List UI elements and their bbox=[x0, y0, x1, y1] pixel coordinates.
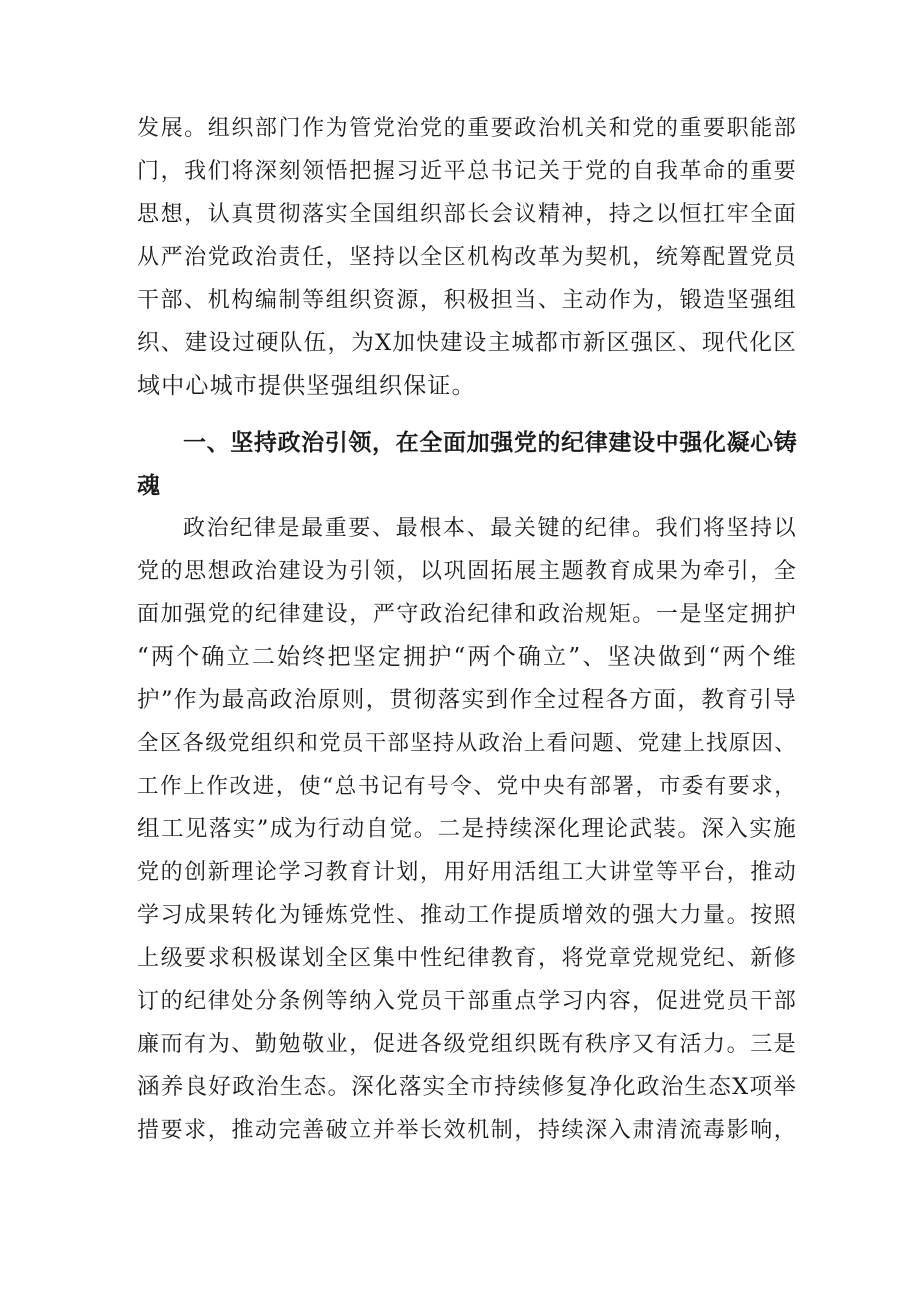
text-line: 护”作为最高政治原则，贯彻落实到作全过程各方面，教育引导 bbox=[137, 687, 797, 713]
text-line: 廉而有为、勤勉敬业，促进各级党组织既有秩序又有活力。三是 bbox=[137, 1032, 797, 1057]
text-line: 干部、机构编制等组织资源，积极担当、主动作为，锻造坚强组 bbox=[137, 288, 797, 313]
text-line: 涵养良好政治生态。深化落实全市持续修复净化政治生态X项举 bbox=[137, 1074, 797, 1100]
text-line: 面加强党的纪律建设，严守政治纪律和政治规矩。一是坚定拥护 bbox=[137, 602, 797, 627]
text-line: 思想，认真贯彻落实全国组织部长会议精神，持之以恒扛牢全面 bbox=[137, 202, 797, 227]
text-line: 党的思想政治建设为引领，以巩固拓展主题教育成果为牵引，全 bbox=[137, 559, 797, 584]
text-line: 全区各级党组织和党员干部坚持从政治上看问题、党建上找原因、 bbox=[137, 731, 797, 756]
text-line: 学习成果转化为锤炼党性、推动工作提质增效的强大力量。按照 bbox=[137, 903, 797, 928]
text-line: 域中心城市提供坚强组织保证。 bbox=[137, 373, 476, 399]
text-line: “两个确立二始终把坚定拥护“两个确立”、坚决做到“两个维 bbox=[137, 644, 797, 670]
text-line: 政治纪律是最重要、最根本、最关键的纪律。我们将坚持以 bbox=[183, 516, 797, 541]
text-line: 上级要求积极谋划全区集中性纪律教育，将党章党规党纪、新修 bbox=[137, 946, 797, 971]
text-line: 发展。组织部门作为管党治党的重要政治机关和党的重要职能部 bbox=[137, 116, 797, 141]
text-line: 组工见落实”成为行动自觉。二是持续深化理论武装。深入实施 bbox=[137, 816, 797, 842]
text-line: 订的纪律处分条例等纳入党员干部重点学习内容，促进党员干部 bbox=[137, 989, 797, 1014]
heading-line: 一、坚持政治引领，在全面加强党的纪律建设中强化凝心铸 bbox=[183, 430, 797, 456]
text-line: 党的创新理论学习教育计划，用好用活组工大讲堂等平台，推动 bbox=[137, 860, 797, 885]
text-line: 工作上作改进，使“总书记有号令、党中央有部署，市委有要求， bbox=[137, 774, 797, 799]
intro-paragraph bbox=[137, 107, 797, 408]
heading-line: 魂 bbox=[137, 473, 161, 499]
text-line: 织、建设过硬队伍，为X加快建设主城都市新区强区、现代化区 bbox=[137, 330, 797, 356]
section-heading bbox=[137, 422, 797, 508]
text-line: 措要求，推动完善破立并举长效机制，持续深入肃清流毒影响， bbox=[137, 1118, 797, 1143]
text-line: 门，我们将深刻领悟把握习近平总书记关于党的自我革命的重要 bbox=[137, 159, 797, 184]
body-paragraph bbox=[137, 507, 797, 1152]
text-line: 从严治党政治责任，坚持以全区机构改革为契机，统筹配置党员 bbox=[137, 245, 797, 270]
